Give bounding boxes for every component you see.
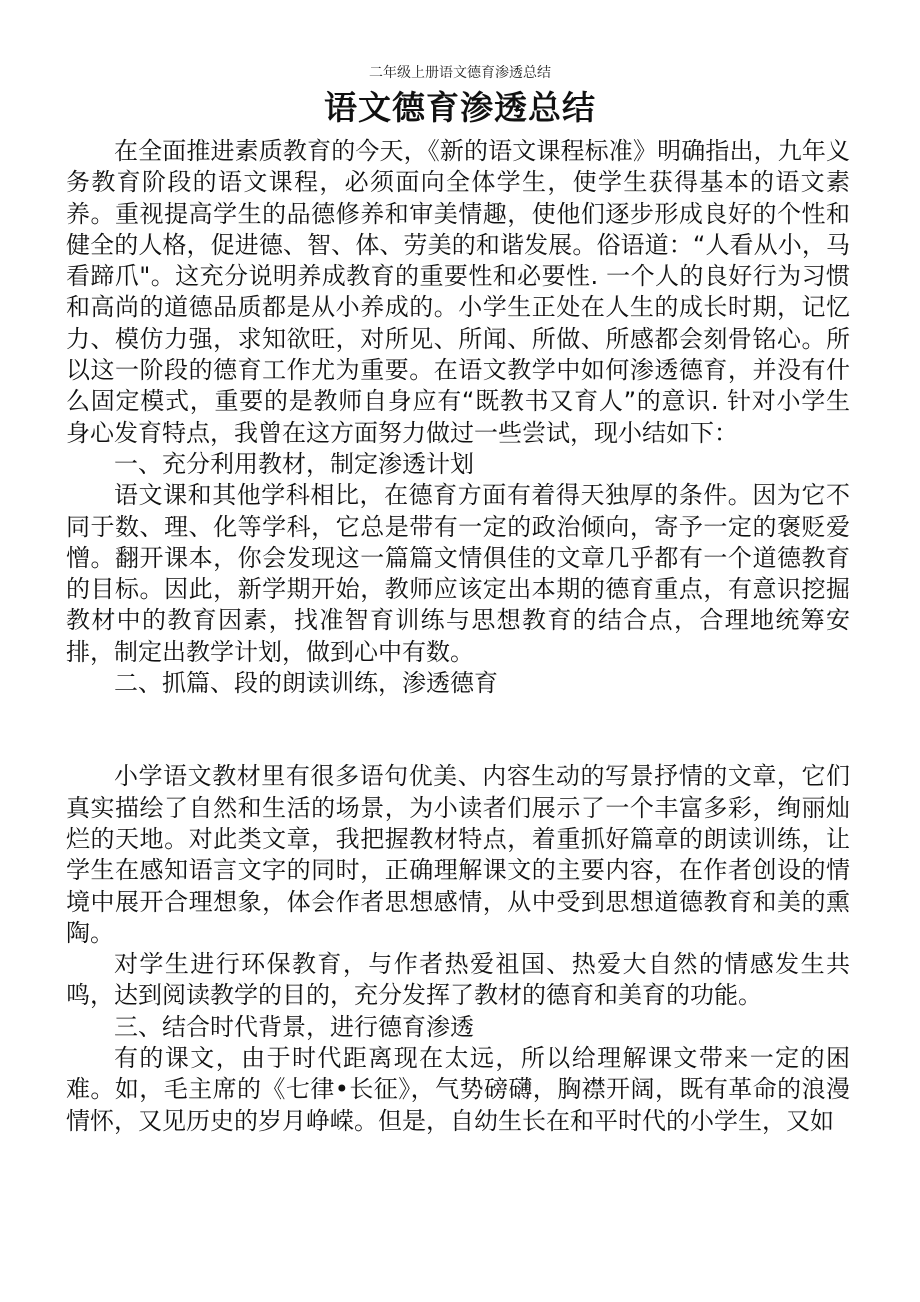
section-heading-1: 一、充分利用教材，制定渗透计划 [114,449,474,478]
section-1-paragraph: 语文课和其他学科相比，在德育方面有着得天独厚的条件。因为它不同于数、理、化等学科，它总是带有一定的政治倾向，寄予一定的褒贬爱憎。翻开课本，你会发现这一篇篇文情俱佳的文章几乎都有一个道德教育的目标。因此，新学期开始，教师应该定出本期的德育重点，有意识挖掘教材中的教育因素，找准智育训练与思想教育的结合点，合理地统筹安排，制定出教学计划，做到心中有数。 [66,481,850,666]
document-body [66,136,850,1137]
section-2-paragraph: 小学语文教材里有很多语句优美、内容生动的写景抒情的文章，它们真实描绘了自然和生活的场景，为小读者们展示了一个丰富多彩，绚丽灿烂的天地。对此类文章，我把握教材特点，着重抓好篇章的朗读训练，让学生在感知语言文字的同时，正确理解课文的主要内容，在作者创设的情境中展开合理想象，体会作者思想感情，从中受到思想道德教育和美的熏陶。 [66,762,850,947]
document-title: 语文德育渗透总结 [324,88,596,127]
section-3-paragraph: 有的课文，由于时代距离现在太远，所以给理解课文带来一定的困难。如，毛主席的《七律•长征》，气势磅礴，胸襟开阔，既有革命的浪漫情怀，又见历史的岁月峥嵘。但是，自幼生长在和平时代的小学生，又如 [66,1044,850,1135]
section-2-paragraph-2: 对学生进行环保教育，与作者热爱祖国、热爱大自然的情感发生共鸣，达到阅读教学的目的，充分发挥了教材的德育和美育的功能。 [66,950,850,1010]
blank-gap [66,699,850,761]
section-heading-2: 二、抓篇、段的朗读训练，渗透德育 [114,669,498,698]
running-header: 二年级上册语文德育渗透总结 [369,65,551,81]
intro-paragraph: 在全面推进素质教育的今天，《新的语文课程标准》明确指出，九年义务教育阶段的语文课程，必须面向全体学生，使学生获得基本的语文素养。重视提高学生的品德修养和审美情趣，使他们逐步形成良好的个性和健全的人格，促进德、智、体、劳美的和谐发展。俗语道：“人看从小，马看蹄爪"。这充分说明养成教育的重要性和必要性. 一个人的良好行为习惯和高尚的道德品质都是从小养成的。小学生正处在人生的成长时期，记忆力、模仿力强，求知欲旺，对所见、所闻、所做、所感都会刻骨铭心。所以这一阶段的德育工作尤为重要。在语文教学中如何渗透德育，并没有什么固定模式，重要的是教师自身应有“既教书又育人”的意识. 针对小学生身心发育特点，我曾在这方面努力做过一些尝试，现小结如下： [66,137,850,447]
section-heading-3: 三、结合时代背景，进行德育渗透 [114,1012,474,1041]
